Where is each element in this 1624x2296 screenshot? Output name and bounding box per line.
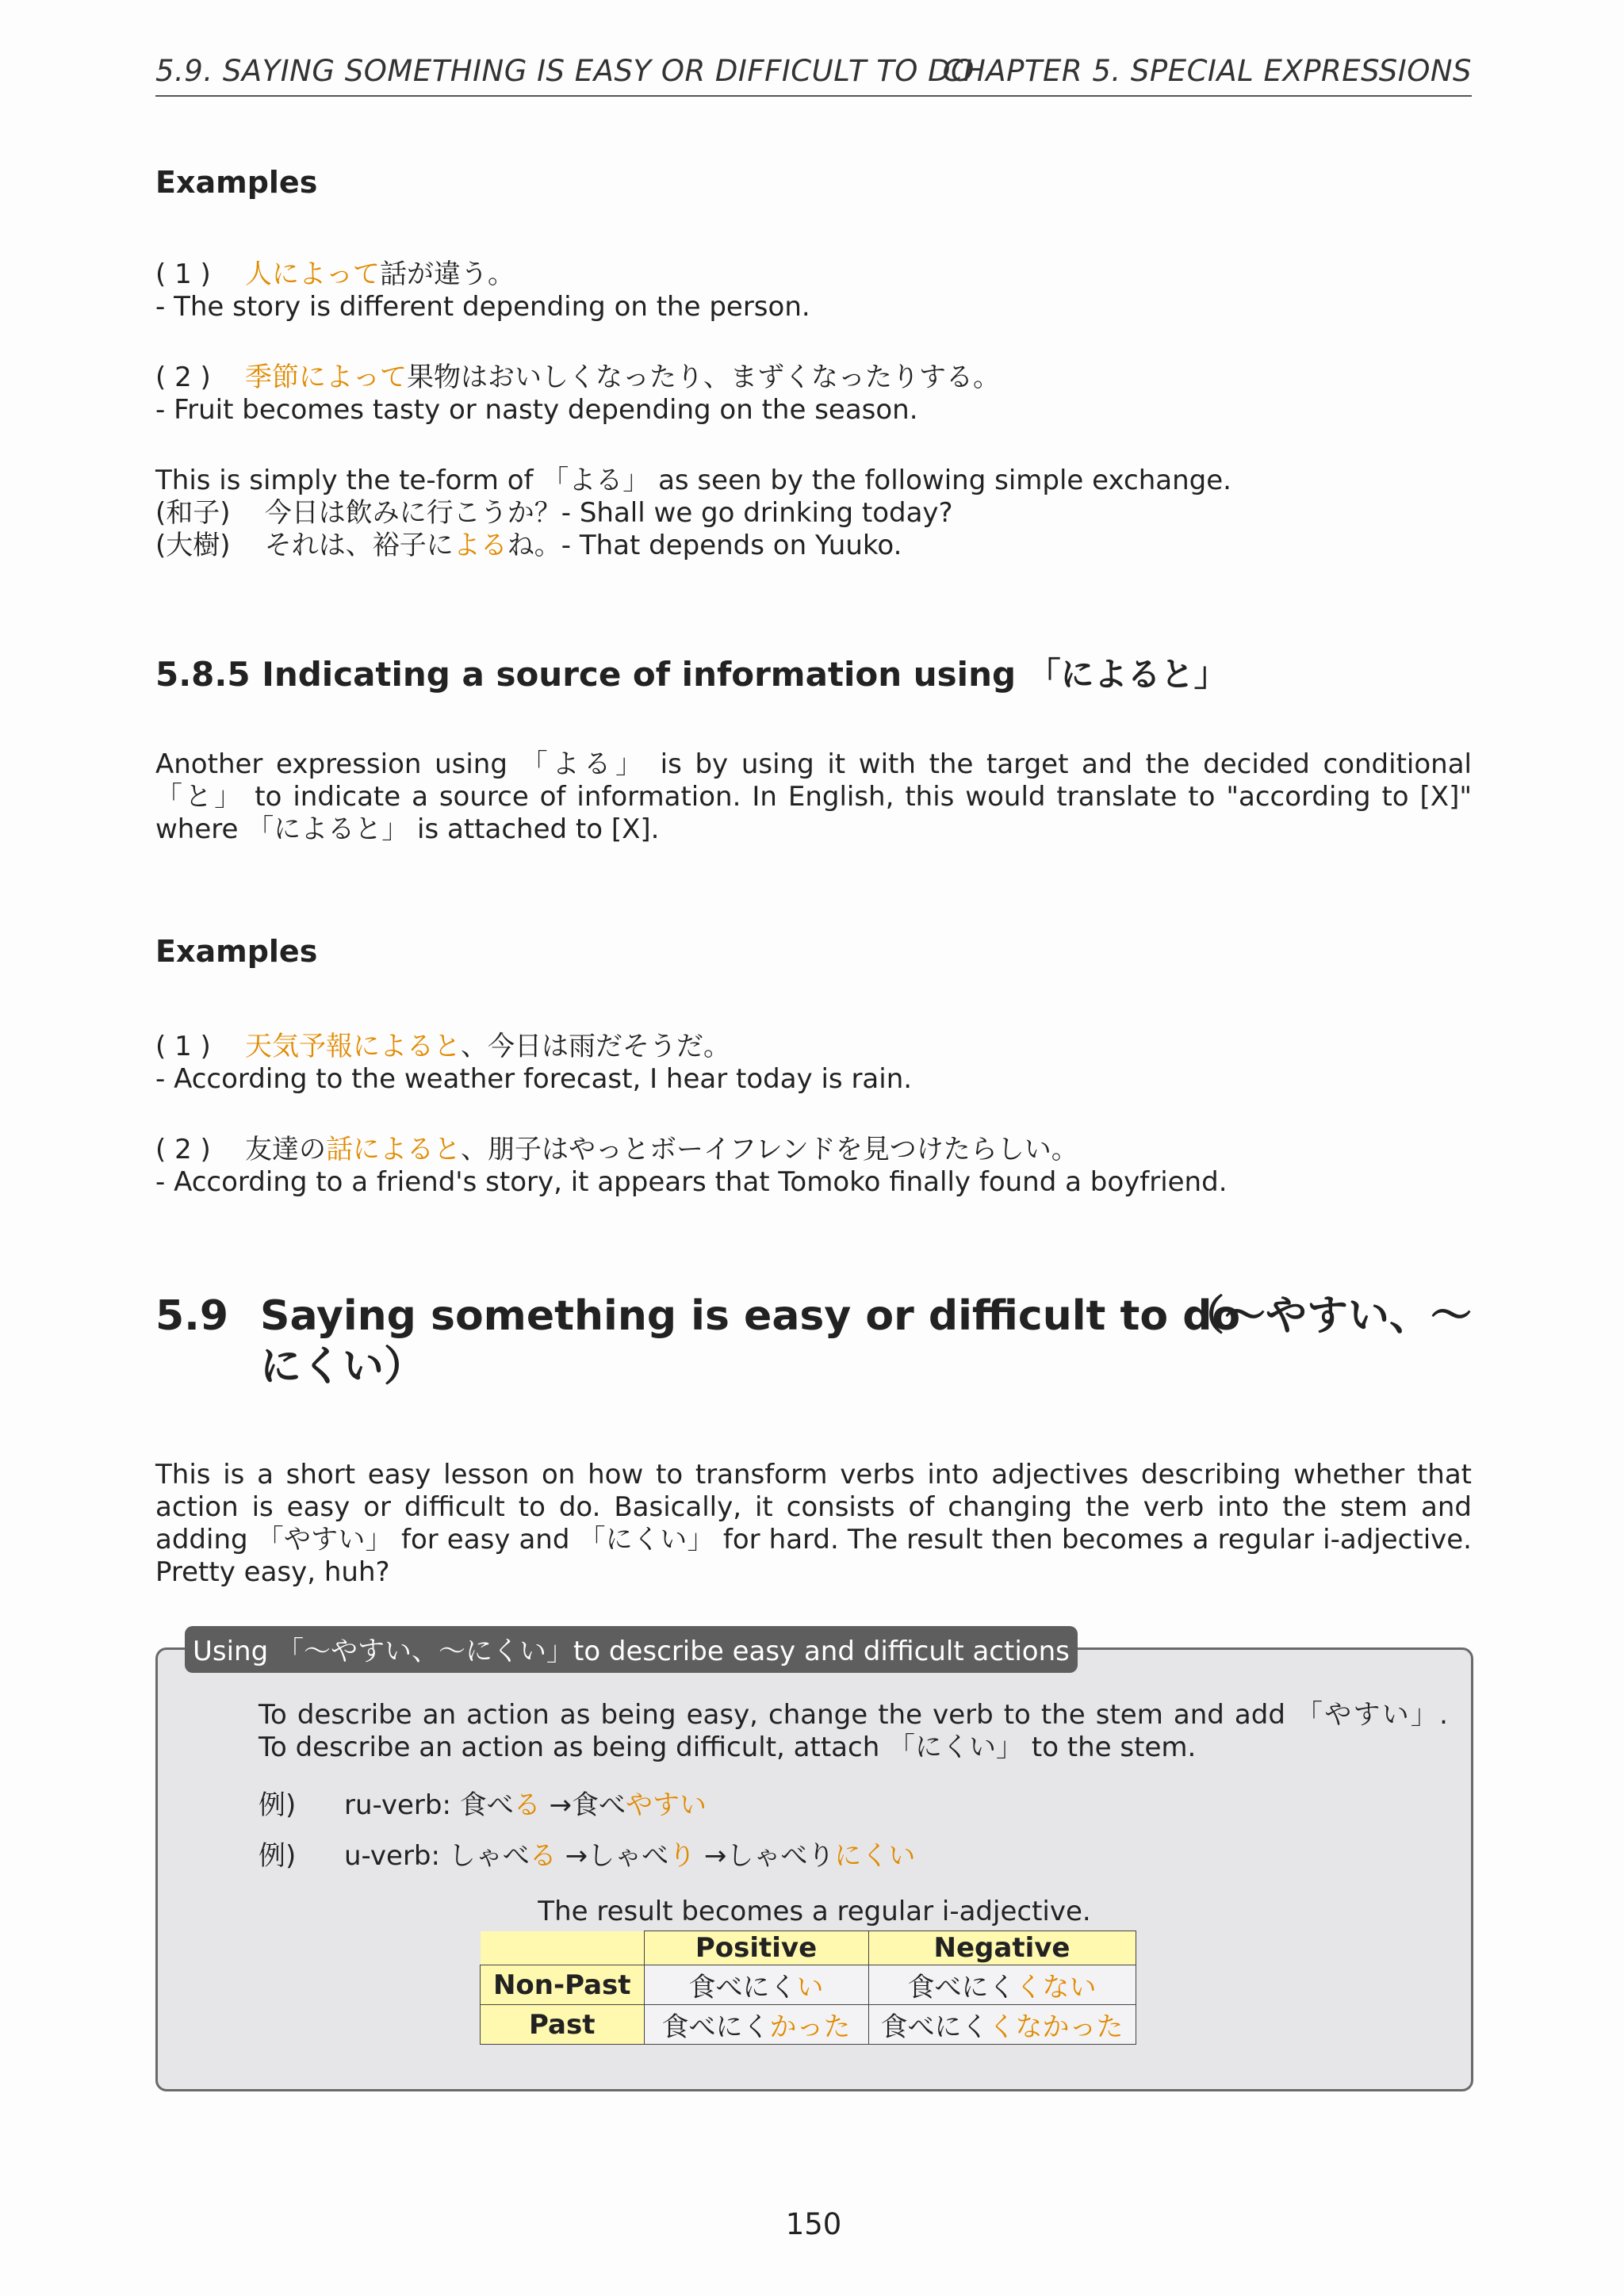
table-cell xyxy=(644,1965,868,2005)
table-cell xyxy=(868,2005,1136,2045)
dialogue-jp-end: ね。 xyxy=(507,530,561,561)
verb-ending: る xyxy=(513,1789,541,1821)
dialogue-line xyxy=(155,497,1472,530)
example-label: 例) xyxy=(259,1840,297,1872)
row-header: Past xyxy=(481,2005,645,2045)
column-header: Positive xyxy=(644,1931,868,1965)
section-paragraph: This is a short easy lesson on how to transform verbs into adjectives describing whether that action is easy or difficult to do. Basically, it consists of changing the verb into the stem and adding 「やすい」 for easy and 「にくい」 for hard. The result then becomes a regular i-adjective. Pretty easy, huh? xyxy=(155,1459,1472,1588)
speaker: (和子) xyxy=(155,497,231,529)
table-cell xyxy=(868,1965,1136,2005)
table-row xyxy=(481,2005,1136,2045)
box-title: Using 「～やすい、～にくい」to describe easy and difficult actions xyxy=(185,1626,1078,1673)
box-example xyxy=(259,1783,707,1822)
dialogue-en: - Shall we go drinking today? xyxy=(561,497,953,529)
sentence-rest: 果物はおいしくなったり、まずくなったりする。 xyxy=(407,362,1001,393)
conjugation-table xyxy=(480,1931,1136,2045)
verb-ending: にくい xyxy=(834,1840,916,1872)
header-section-title: 5.9. SAYING SOMETHING IS EASY OR DIFFICULT TO DO xyxy=(155,54,975,88)
cell-ending: い xyxy=(796,1972,824,2003)
example-sentence xyxy=(155,258,1472,291)
verb-stem: しゃべり xyxy=(726,1840,835,1872)
sentence-rest: 、今日は雨だそうだ。 xyxy=(461,1031,731,1062)
example-translation: - According to the weather forecast, I hear today is rain. xyxy=(155,1063,913,1095)
teform-intro: This is simply the te-form of 「よる」 as seen by the following simple exchange. xyxy=(155,465,1231,496)
cell-ending: くない xyxy=(1015,1972,1097,2003)
example-translation: - According to a friend's story, it appears that Tomoko finally found a boyfriend. xyxy=(155,1166,1228,1198)
example-label: 例) xyxy=(259,1789,297,1821)
table-cell xyxy=(644,2005,868,2045)
arrow: → xyxy=(695,1840,727,1872)
arrow: → xyxy=(556,1840,588,1872)
verb-stem: 食べ xyxy=(459,1789,514,1821)
verb-stem: しゃべ xyxy=(448,1840,530,1872)
cell-ending: かった xyxy=(769,2011,851,2043)
highlight-text: よる xyxy=(453,530,508,561)
cell-stem: 食べにく xyxy=(661,2011,770,2043)
sentence-rest: 、朋子はやっとボーイフレンドを見つけたらしい。 xyxy=(461,1134,1078,1165)
section-number: 5.9 xyxy=(155,1292,229,1340)
section-heading xyxy=(155,1291,1472,1394)
examples-heading: Examples xyxy=(155,934,318,969)
page-number: 150 xyxy=(785,2207,842,2241)
highlight-text: 話によると xyxy=(326,1134,462,1165)
verb-type: u-verb: xyxy=(344,1840,449,1872)
example-translation: - Fruit becomes tasty or nasty depending on the season. xyxy=(155,394,918,426)
examples-heading: Examples xyxy=(155,165,318,200)
example-sentence xyxy=(155,362,1472,394)
example-number: ( 2 ) xyxy=(155,362,211,393)
dialogue-jp: 今日は飲みに行こうか？ xyxy=(264,497,561,529)
highlight-text: 人によって xyxy=(245,258,381,290)
highlight-text: 天気予報によると xyxy=(245,1031,462,1062)
section-title-jp: （～やすい、～ xyxy=(1182,1292,1472,1340)
section-paragraph: Another expression using 「よる」 is by using it with the target and the decided conditional 「と」 to indicate a source of information. In English, this would translate to "according to [X]" where 「によると」 is attached to [X]. xyxy=(155,748,1472,845)
table-corner xyxy=(481,1931,645,1965)
cell-stem: 食べにく xyxy=(880,2011,989,2043)
header-chapter-title: CHAPTER 5. SPECIAL EXPRESSIONS xyxy=(942,54,1472,88)
example-number: ( 1 ) xyxy=(155,1031,211,1062)
table-caption: The result becomes a regular i-adjective. xyxy=(538,1896,1091,1927)
box-example xyxy=(259,1834,915,1873)
example-number: ( 1 ) xyxy=(155,258,211,290)
cell-stem: 食べにく xyxy=(688,1972,797,2003)
cell-ending: くなかった xyxy=(988,2011,1124,2043)
verb-ending: る xyxy=(529,1840,557,1872)
sentence-pre: 友達の xyxy=(245,1134,327,1165)
example-number: ( 2 ) xyxy=(155,1134,211,1165)
subsection-heading: 5.8.5 Indicating a source of information using 「によると」 xyxy=(155,655,1228,694)
dialogue-line xyxy=(155,530,1472,562)
verb-ending: やすい xyxy=(626,1789,707,1821)
verb-stem: 食べ xyxy=(572,1789,626,1821)
arrow: → xyxy=(540,1789,573,1821)
verb-ending: り xyxy=(668,1840,696,1872)
verb-stem: しゃべ xyxy=(588,1840,669,1872)
cell-stem: 食べにく xyxy=(907,1972,1016,2003)
verb-type: ru-verb: xyxy=(344,1789,460,1821)
section-title: Saying something is easy or difficult to do xyxy=(260,1292,1241,1340)
highlight-text: 季節によって xyxy=(245,362,408,393)
box-description: To describe an action as being easy, change the verb to the stem and add 「やすい」. To describe an action as being difficult, attach 「にくい」 to the stem. xyxy=(259,1699,1448,1763)
example-translation: - The story is different depending on the person. xyxy=(155,291,810,323)
section-title-jp-cont: にくい） xyxy=(260,1343,426,1391)
speaker: (大樹) xyxy=(155,530,231,561)
example-sentence xyxy=(155,1031,1472,1063)
table-row xyxy=(481,1965,1136,2005)
column-header: Negative xyxy=(868,1931,1136,1965)
summary-box xyxy=(155,1636,1473,2091)
dialogue-jp: それは、裕子に xyxy=(264,530,454,561)
dialogue-en: - That depends on Yuuko. xyxy=(561,530,902,561)
example-sentence xyxy=(155,1134,1472,1166)
sentence-rest: 話が違う。 xyxy=(380,258,515,290)
running-header xyxy=(155,51,1472,97)
row-header: Non-Past xyxy=(481,1965,645,2005)
page xyxy=(155,0,1472,2296)
table-header-row xyxy=(481,1931,1136,1965)
